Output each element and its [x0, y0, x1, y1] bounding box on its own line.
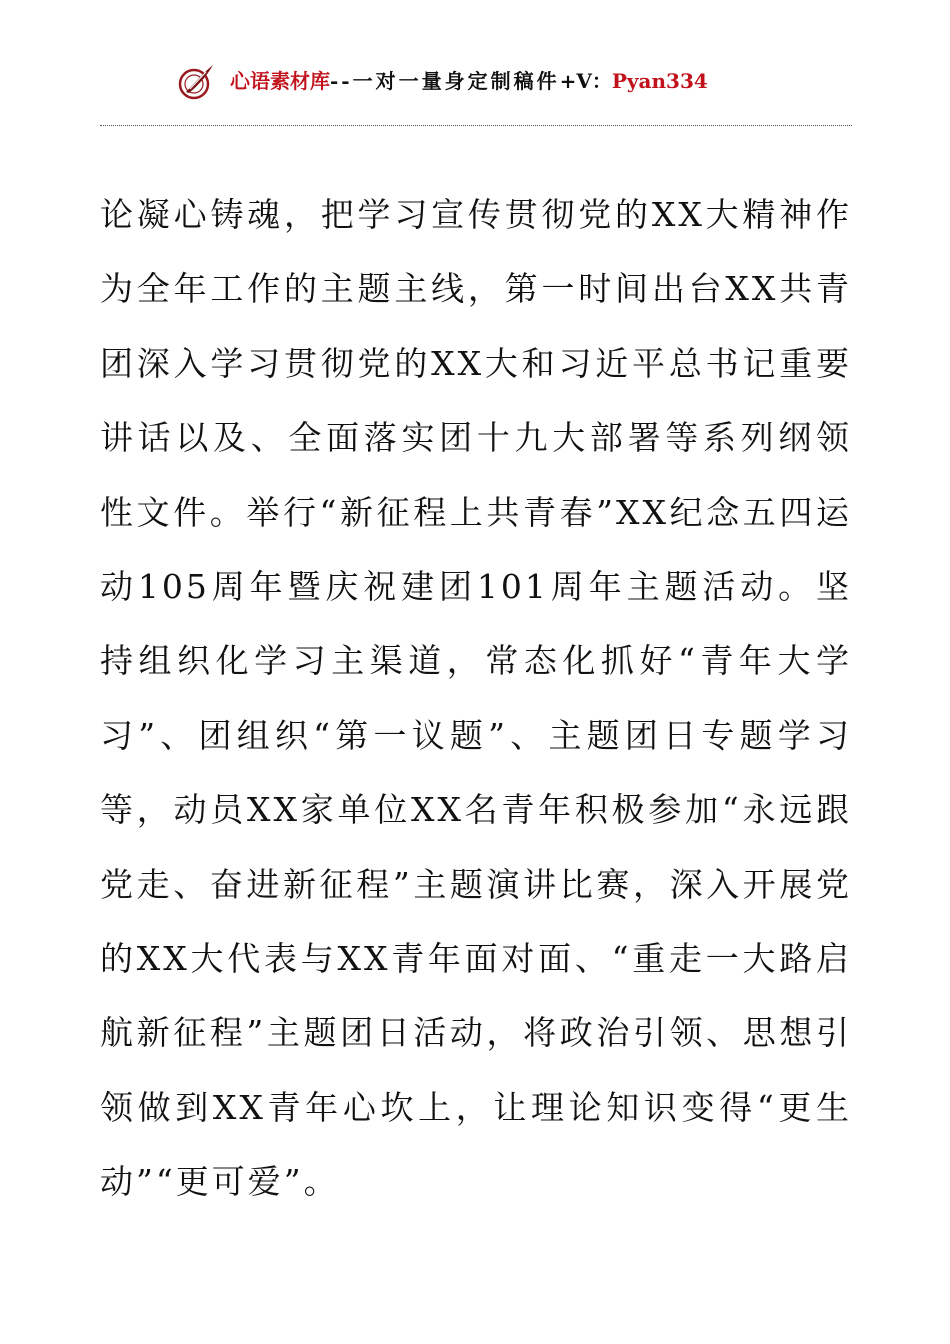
page-header [0, 60, 950, 104]
wechat-id: Pyan334 [611, 69, 708, 93]
brand-name: 心语素材库 [230, 69, 330, 93]
contact-prefix: +V： [559, 69, 612, 93]
header-tagline: 一对一量身定制稿件 [352, 69, 560, 93]
header-text [230, 66, 708, 96]
header-separator: -- [330, 69, 353, 93]
quill-pen-logo-icon [176, 62, 216, 102]
header-divider [100, 125, 852, 126]
body-paragraph: 论凝心铸魂，把学习宣传贯彻党的XX大精神作为全年工作的主题主线，第一时间出台XX共青团深入学习贯彻党的XX大和习近平总书记重要讲话以及、全面落实团十九大部署等系列纲领性文件。举行“新征程上共青春”XX纪念五四运动105周年暨庆祝建团101周年主题活动。坚持组织化学习主渠道，常态化抓好“青年大学习”、团组织“第一议题”、主题团日专题学习等，动员XX家单位XX名青年积极参加“永远跟党走、奋进新征程”主题演讲比赛，深入开展党的XX大代表与XX青年面对面、“重走一大路启航新征程”主题团日活动，将政治引领、思想引领做到XX青年心坎上，让理论知识变得“更生动”“更可爱”。 [100, 195, 852, 1202]
